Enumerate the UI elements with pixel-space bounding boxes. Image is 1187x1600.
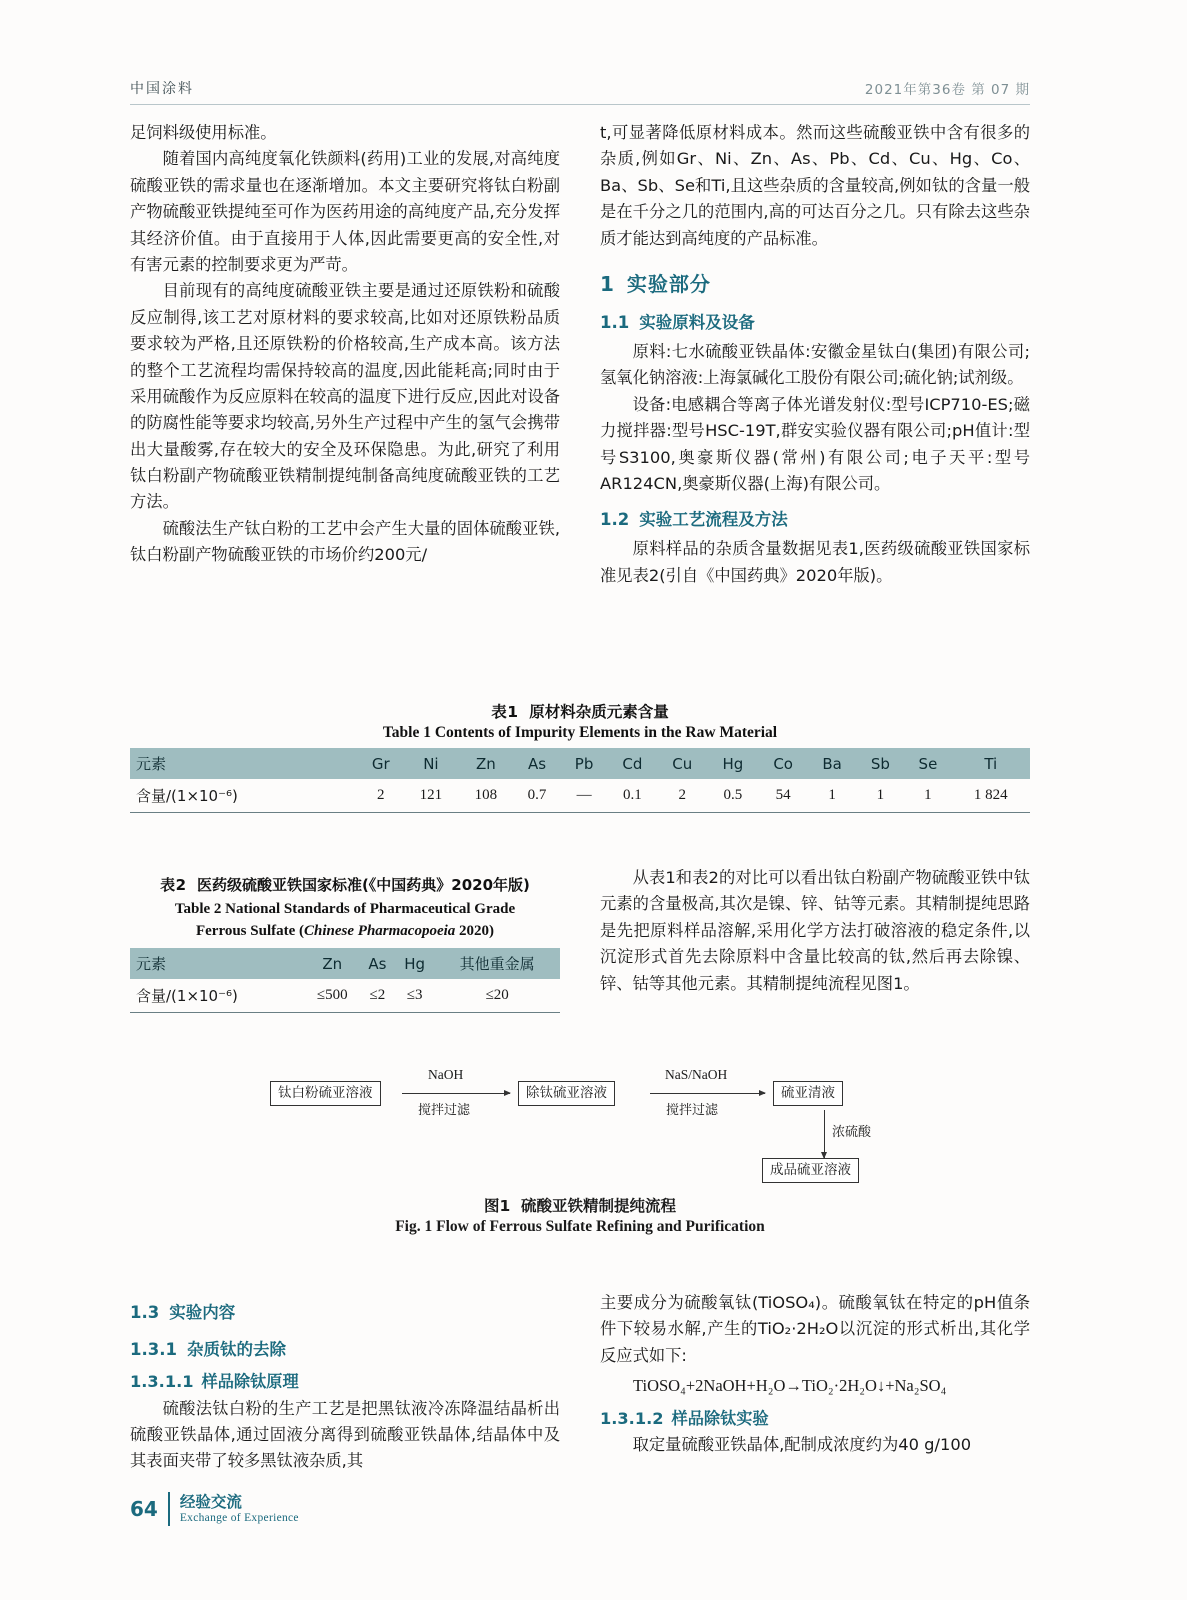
figure-1-title-cn: 硫酸亚铁精制提纯流程: [521, 1197, 677, 1215]
table-1-cell: 2: [657, 779, 707, 813]
paragraph: 取定量硫酸亚铁晶体,配制成浓度约为40 g/100: [632, 1435, 972, 1455]
table-header-row: [130, 948, 560, 979]
caption-italic: Chinese Pharmacopoeia: [304, 922, 456, 939]
table-1-cell: 1: [808, 779, 857, 813]
table-1-cell: 0.1: [608, 779, 658, 813]
section-title: 实验工艺流程及方法: [639, 510, 788, 530]
table-row: [130, 779, 1030, 813]
figure-arrow-label-stir-filter-1: 搅拌过滤: [418, 1103, 471, 1118]
section-title: 样品除钛实验: [671, 1408, 769, 1428]
section-number: 1.3.1.2: [600, 1408, 664, 1428]
footer-label-en: Exchange of Experience: [179, 1511, 299, 1524]
section-heading-1-3-1-1: [130, 1369, 560, 1395]
table-1-cell: 121: [403, 779, 458, 813]
section-number: 1.3.1: [130, 1339, 177, 1359]
table-2-header-cell: Hg: [395, 948, 434, 979]
paragraph: 随着国内高纯度氧化铁颜料(药用)工业的发展,对高纯度硫酸亚铁的需求量也在逐渐增加。本文主要研究将钛白粉副产物硫酸亚铁提纯至可作为医药用途的高纯度产品,充分发挥其经济价值。由于直接用于人体,因此需要更高的安全性,对有害元素的控制要求更为严苛。: [130, 149, 560, 274]
section-number: 1.2: [600, 510, 630, 530]
table-2-header-cell: As: [360, 948, 395, 979]
table-1-header-cell: Zn: [458, 748, 513, 779]
table-1-header-cell: Sb: [856, 748, 904, 779]
figure-1-caption-cn: [130, 1194, 1030, 1216]
table-2: [130, 948, 560, 1013]
table-1-row-label: 含量/(1×10⁻⁶): [130, 779, 358, 813]
figure-box-detitanized-solution: 除钛硫亚溶液: [518, 1081, 615, 1106]
table-1-header-cell: Cd: [608, 748, 658, 779]
figure-arrow-1: [402, 1093, 510, 1094]
table-row: [130, 979, 560, 1013]
paragraph: 原料:七水硫酸亚铁晶体:安徽金星钛白(集团)有限公司;氢氧化钠溶液:上海氯碱化工股份有限公司;硫化钠;试剂级。: [600, 342, 1030, 388]
figure-arrow-label-sulfuric-acid: 浓硫酸: [832, 1125, 872, 1140]
section-number: 1: [600, 271, 615, 296]
figure-box-titanium-solution: 钛白粉硫亚溶液: [270, 1081, 381, 1106]
page-footer: [130, 1492, 1030, 1526]
table-1-header-cell: Pb: [561, 748, 608, 779]
table-1-header-cell: Gr: [358, 748, 403, 779]
table-1-cell: —: [561, 779, 608, 813]
lower-left-column: [130, 1290, 560, 1475]
table-1-header-cell: 元素: [130, 748, 358, 779]
table-1-caption-en: Table 1 Contents of Impurity Elements in the Raw Material: [382, 724, 778, 741]
figure-arrow-2: [650, 1093, 765, 1094]
chemical-equation: TiOSO₄+2NaOH+H₂O→TiO₂·2H₂O↓+Na₂SO₄: [633, 1376, 947, 1396]
table-2-caption-en-line1: Table 2 National Standards of Pharmaceutical Grade: [174, 900, 516, 917]
page-number: 64: [130, 1497, 158, 1521]
section-heading-1-3-1: [130, 1337, 560, 1364]
table-1-cell: 2: [358, 779, 403, 813]
figure-1-diagram: [130, 1055, 1030, 1180]
table-1-caption-cn: [130, 700, 1030, 722]
table-1-label: 表1: [491, 703, 519, 721]
figure-1-caption-en: Fig. 1 Flow of Ferrous Sulfate Refining and Purification: [395, 1218, 765, 1235]
running-head: [130, 78, 1030, 98]
table-1-header-cell: Se: [904, 748, 951, 779]
table-1-header-cell: Cu: [657, 748, 707, 779]
table-1-header-cell: As: [513, 748, 560, 779]
section-heading-1-2: [600, 507, 1030, 534]
table-2-block: [130, 875, 560, 1013]
table-1-header-cell: Ni: [403, 748, 458, 779]
figure-1-label: 图1: [483, 1197, 511, 1215]
table-1: [130, 748, 1030, 813]
figure-arrow-label-nasnaoh: NaS/NaOH: [665, 1067, 728, 1082]
section-title: 实验原料及设备: [639, 313, 755, 333]
paragraph: 从表1和表2的对比可以看出钛白粉副产物硫酸亚铁中钛元素的含量极高,其次是镍、锌、钴等元素。其精制提纯思路是先把原料样品溶解,采用化学方法打破溶液的稳定条件,以沉淀形式首先去除原料中含量比较高的钛,然后再去除镍、锌、钴等其他元素。其精制提纯流程见图1。: [600, 868, 1030, 993]
figure-box-clear-liquid: 硫亚清液: [773, 1081, 843, 1106]
table-2-row-label: 含量/(1×10⁻⁶): [130, 979, 305, 1013]
header-divider: [130, 104, 1030, 105]
paragraph: t,可显著降低原材料成本。然而这些硫酸亚铁中含有很多的杂质,例如Gr、Ni、Zn、As、Pb、Cd、Cu、Hg、Co、Ba、Sb、Se和Ti,且这些杂质的含量较高,例如钛的含量一般是在千分之几的范围内,高的可达百分之几。只有除去这些杂质才能达到高纯度的产品标准。: [600, 123, 1030, 248]
footer-section-name: [180, 1494, 299, 1523]
figure-arrow-label-stir-filter-2: 搅拌过滤: [666, 1103, 719, 1118]
caption-text: 2020): [455, 922, 495, 939]
section-heading-1-3: [130, 1300, 560, 1327]
table-2-cell: ≤500: [305, 979, 360, 1013]
table-1-cell: 1 824: [952, 779, 1030, 813]
middle-right-column: [600, 865, 1030, 1035]
table-2-header-cell: 其他重金属: [434, 948, 560, 979]
table-1-cell: 1: [904, 779, 951, 813]
table-2-cell: ≤2: [360, 979, 395, 1013]
table-1-cell: 1: [856, 779, 904, 813]
figure-arrow-label-naoh: NaOH: [428, 1067, 464, 1082]
table-1-cell: 54: [759, 779, 808, 813]
lower-right-column: [600, 1290, 1030, 1459]
table-2-header-cell: 元素: [130, 948, 305, 979]
table-header-row: [130, 748, 1030, 779]
paragraph: 硫酸法钛白粉的生产工艺是把黑钛液冷冻降温结晶析出硫酸亚铁晶体,通过固液分离得到硫酸亚铁晶体,结晶体中及其表面夹带了较多黑钛液杂质,其: [130, 1398, 560, 1471]
section-heading-1: [600, 268, 1030, 300]
paragraph: 原料样品的杂质含量数据见表1,医药级硫酸亚铁国家标准见表2(引自《中国药典》2020年版)。: [600, 539, 1030, 585]
table-2-label: 表2: [160, 876, 187, 894]
table-2-cell: ≤20: [434, 979, 560, 1013]
paragraph: 目前现有的高纯度硫酸亚铁主要是通过还原铁粉和硫酸反应制得,该工艺对原材料的要求较高,比如对还原铁粉品质要求较为严格,且还原铁粉的价格较高,生产成本高。该方法的整个工艺流程均需保持较高的温度,因此能耗高;同时由于采用硫酸作为反应原料在较高的温度下进行反应,因此对设备的防腐性能等要求均较高,另外生产过程中产生的氢气会携带出大量酸雾,存在较大的安全及环保隐患。为此,研究了利用钛白粉副产物硫酸亚铁精制提纯制备高纯度硫酸亚铁的工艺方法。: [130, 281, 560, 512]
issue-info: 2021年第36卷 第 07 期: [864, 82, 1030, 98]
caption-text: Ferrous Sulfate (: [195, 922, 305, 939]
table-1-header-cell: Ba: [808, 748, 857, 779]
section-number: 1.1: [600, 313, 630, 333]
table-1-block: [130, 700, 1030, 813]
figure-arrow-3: [824, 1110, 825, 1158]
table-1-cell: 0.5: [707, 779, 759, 813]
table-1-title-cn: 原材料杂质元素含量: [529, 703, 669, 721]
section-heading-1-1: [600, 310, 1030, 337]
table-2-caption-en-line2: [130, 921, 560, 943]
journal-name: 中国涂料: [130, 81, 194, 97]
table-2-header-cell: Zn: [305, 948, 360, 979]
paragraph: 硫酸法生产钛白粉的工艺中会产生大量的固体硫酸亚铁,钛白粉副产物硫酸亚铁的市场价约200元/: [130, 518, 560, 565]
footer-divider: [168, 1492, 170, 1526]
paragraph: 设备:电感耦合等离子体光谱发射仪:型号ICP710-ES;磁力搅拌器:型号HSC-19T,群安实验仪器有限公司;pH值计:型号S3100,奥豪斯仪器(常州)有限公司;电子天平:型号AR124CN,奥豪斯仪器(上海)有限公司。: [600, 394, 1030, 494]
table-1-header-cell: Ti: [952, 748, 1030, 779]
table-2-caption-cn: [130, 875, 560, 897]
section-title: 样品除钛原理: [201, 1372, 299, 1392]
section-title: 实验内容: [169, 1303, 236, 1322]
paragraph: 足饲料级使用标准。: [130, 123, 277, 142]
figure-box-product-solution: 成品硫亚溶液: [762, 1158, 859, 1183]
section-title: 杂质钛的去除: [186, 1339, 286, 1359]
figure-1-block: [130, 1055, 1030, 1255]
right-column: [600, 120, 1030, 680]
table-1-header-cell: Hg: [707, 748, 759, 779]
paragraph: 主要成分为硫酸氧钛(TiOSO₄)。硫酸氧钛在特定的pH值条件下较易水解,产生的TiO₂·2H₂O以沉淀的形式析出,其化学反应式如下:: [600, 1293, 1031, 1365]
table-1-cell: 0.7: [513, 779, 560, 813]
table-1-cell: 108: [458, 779, 513, 813]
page-content: [130, 0, 1030, 1600]
table-2-cell: ≤3: [395, 979, 434, 1013]
footer-label-cn: 经验交流: [179, 1493, 242, 1512]
section-title: 实验部分: [626, 271, 711, 296]
table-1-header-cell: Co: [759, 748, 808, 779]
left-column: [130, 120, 560, 680]
section-number: 1.3.1.1: [130, 1372, 194, 1392]
section-number: 1.3: [130, 1303, 160, 1322]
table-2-caption-en: [130, 899, 560, 943]
table-2-title-cn: 医药级硫酸亚铁国家标准(《中国药典》2020年版): [196, 876, 530, 894]
section-heading-1-3-1-2: [600, 1406, 1030, 1432]
